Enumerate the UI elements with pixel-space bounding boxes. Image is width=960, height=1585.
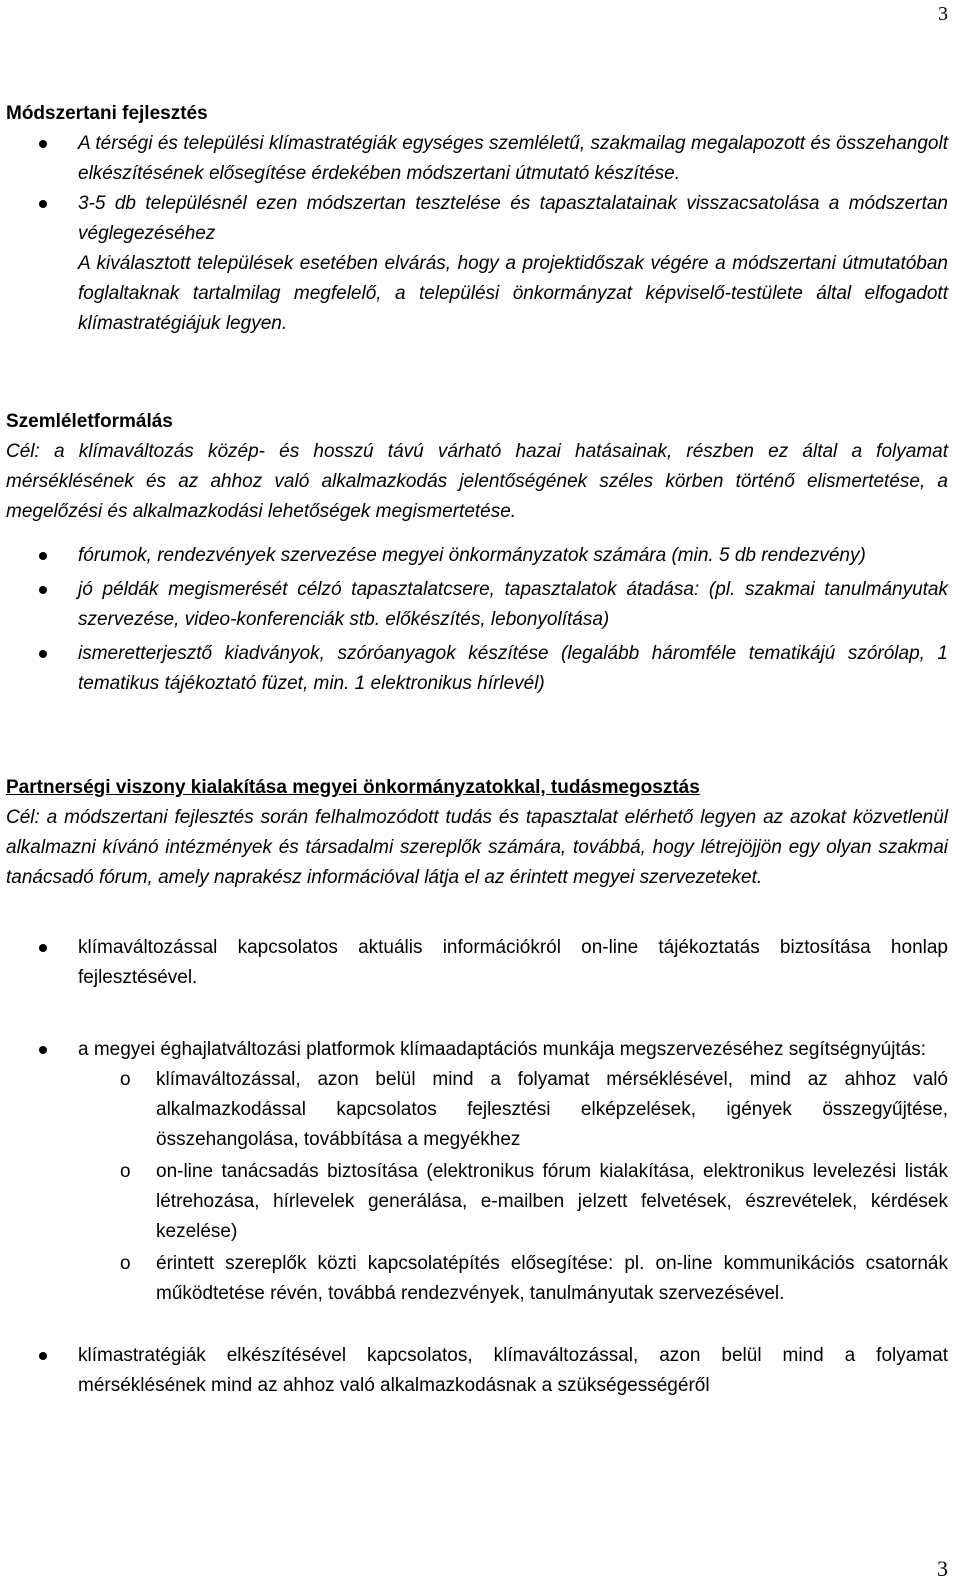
goal-paragraph: Cél: a módszertani fejlesztés során felhalmozódott tudás és tapasztalat elérhető legyen az azokat közvetlenül alkalmazni kívánó intézmények és társadalmi szereplők számára, továbbá, hogy létrejöjjön egy olyan szakmai tanácsadó fórum, amely naprakész információval látja el az érintett megyei szervezeteket.: [6, 807, 948, 888]
section-partnership: [6, 773, 948, 1401]
section-methodology: [6, 99, 948, 339]
list-item: klímastratégiák elkészítésével kapcsolatos, klímaváltozással, azon belül mind a folyamat mérséklésének mind az ahhoz való alkalmazkodásnak a szükségességéről: [6, 1341, 948, 1401]
bullet-list: [6, 541, 948, 699]
sub-list-item: o on-line tanácsadás biztosítása (elektronikus fórum kialakítása, elektronikus levelezési listák létrehozása, hírlevelek generálása, e-mailben jelzett felvetések, észrevételek, kérdések kezelése): [6, 1157, 948, 1247]
goal-paragraph: Cél: a klímaváltozás közép- és hosszú távú várható hazai hatásainak, részben ez által a folyamat mérséklésének és az ahhoz való alkalmazkodás jelentőségének széles körben történő elismertetése, a megelőzési és alkalmazkodási lehetőségek megismertetése.: [6, 441, 948, 522]
sub-list-item: o érintett szereplők közti kapcsolatépítés elősegítése: pl. on-line kommunikációs csatornák működtetése révén, továbbá rendezvények, tanulmányutak szervezésével.: [6, 1249, 948, 1309]
bullet-list: [6, 933, 948, 993]
section-awareness: [6, 407, 948, 699]
bullet-list: [6, 129, 948, 249]
page-number-bottom: 3: [937, 1556, 948, 1581]
sub-list: [6, 1065, 948, 1309]
list-item: A térségi és települési klímastratégiák egységes szemléletű, szakmailag megalapozott és összehangolt elkészítésének elősegítése érdekében módszertani útmutató készítése.: [6, 129, 948, 189]
list-item: jó példák megismerését célzó tapasztalatcsere, tapasztalatok átadása: (pl. szakmai tanulmányutak szervezése, video-konferenciák stb. előkészítés, lebonyolítása): [6, 575, 948, 635]
list-item: [6, 1035, 948, 1309]
list-item: 3-5 db településnél ezen módszertan tesztelése és tapasztalatainak visszacsatolása a módszertan véglegezéséhez: [6, 189, 948, 249]
list-item: fórumok, rendezvények szervezése megyei önkormányzatok számára (min. 5 db rendezvény): [6, 541, 948, 571]
page-number-top: 3: [938, 3, 948, 25]
section-heading: Módszertani fejlesztés: [6, 103, 208, 124]
sub-list-item: o klímaváltozással, azon belül mind a folyamat mérséklésével, mind az ahhoz való alkalmazkodással kapcsolatos fejlesztési elképzelések, igények összegyűjtése, összehangolása, továbbítása a megyékhez: [6, 1065, 948, 1155]
note-paragraph: A kiválasztott települések esetében elvárás, hogy a projektidőszak végére a módszertani útmutatóban foglaltaknak tartalmilag megfelelő, a települési önkormányzat képviselő-testülete által elfogadott klímastratégiájuk legyen.: [78, 253, 948, 334]
list-item: ismeretterjesztő kiadványok, szóróanyagok készítése (legalább háromféle tematikájú szórólap, 1 tematikus tájékoztató füzet, min. 1 elektronikus hírlevél): [6, 639, 948, 699]
bullet-list: [6, 1341, 948, 1401]
section-heading: Szemléletformálás: [6, 411, 173, 432]
list-item-text: a megyei éghajlatváltozási platformok klímaadaptációs munkája megszervezéséhez segítségnyújtás:: [78, 1039, 927, 1060]
section-heading: Partnerségi viszony kialakítása megyei önkormányzatokkal, tudásmegosztás: [6, 777, 700, 798]
list-item: klímaváltozással kapcsolatos aktuális információkról on-line tájékoztatás biztosítása honlap fejlesztésével.: [6, 933, 948, 993]
bullet-list: [6, 1035, 948, 1309]
